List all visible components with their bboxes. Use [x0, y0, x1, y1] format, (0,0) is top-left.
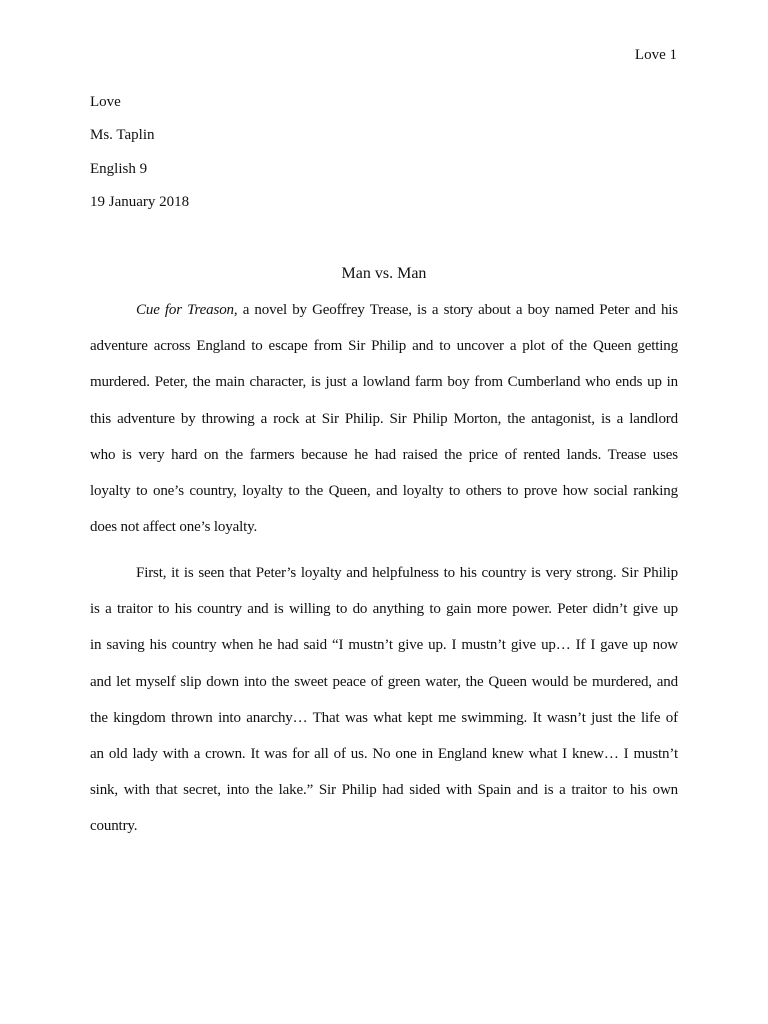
- book-title: Cue for Treason,: [136, 302, 238, 318]
- mla-heading: [90, 92, 189, 225]
- paragraph-line: who is very hard on the farmers because he had raised the price of rented lands. Trease uses: [90, 446, 678, 463]
- paragraph-line: does not affect one’s loyalty.: [90, 519, 258, 536]
- paragraph-intro: [90, 300, 678, 553]
- paragraph-line: First, it is seen that Peter’s loyalty and helpfulness to his country is very strong. Sir Philip: [136, 565, 678, 581]
- paragraph-line: adventure across England to escape from Sir Philip and to uncover a plot of the Queen getting: [90, 338, 678, 355]
- paragraph-line: is a traitor to his country and is willing to do anything to gain more power. Peter didn’t give up: [90, 601, 678, 618]
- paragraph-line: loyalty to one’s country, loyalty to the Queen, and loyalty to others to prove how social ranking: [90, 482, 678, 499]
- paragraph-body: [90, 563, 678, 853]
- teacher-name: Ms. Taplin: [90, 127, 155, 144]
- student-name: Love: [90, 94, 121, 110]
- paragraph-line: and let myself slip down into the sweet peace of green water, the Queen would be murdered, and: [90, 673, 678, 690]
- course-name: English 9: [90, 160, 148, 177]
- paragraph-line: the kingdom thrown into anarchy… That was what kept me swimming. It wasn’t just the life of: [90, 709, 678, 726]
- essay-title: Man vs. Man: [341, 265, 427, 282]
- paragraph-line: [90, 300, 678, 336]
- running-header: Love 1: [634, 47, 677, 63]
- paragraph-line: country.: [90, 818, 138, 835]
- line-text: a novel by Geoffrey Trease, is a story about a boy named Peter and his: [237, 302, 678, 318]
- essay-date: 19 January 2018: [90, 193, 190, 210]
- paragraph-line: this adventure by throwing a rock at Sir Philip. Sir Philip Morton, the antagonist, is a landlord: [90, 410, 678, 427]
- paragraph-line: sink, with that secret, into the lake.” Sir Philip had sided with Spain and is a traitor to his own: [90, 782, 678, 799]
- paragraph-line: murdered. Peter, the main character, is just a lowland farm boy from Cumberland who ends up in: [90, 374, 678, 391]
- paragraph-line: in saving his country when he had said “I mustn’t give up. I mustn’t give up… If I gave up now: [90, 637, 678, 654]
- paragraph-line: an old lady with a crown. It was for all of us. No one in England knew what I knew… I mustn’t: [90, 745, 678, 762]
